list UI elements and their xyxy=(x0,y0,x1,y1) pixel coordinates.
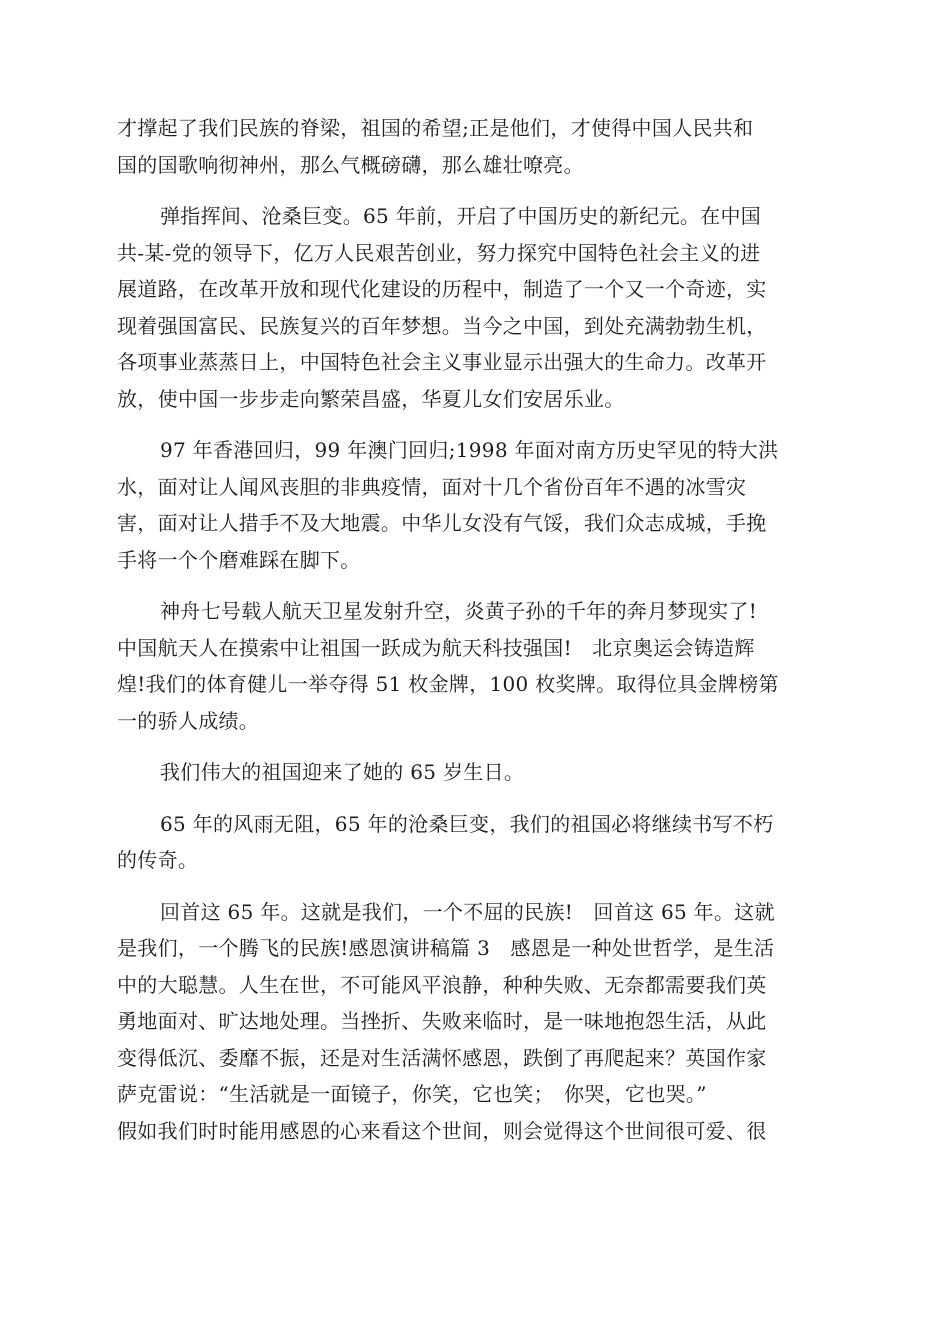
text-line: 害，面对让人措手不及大地震。中华儿女没有气馁，我们众志成城，手挽 xyxy=(117,511,767,535)
document-page xyxy=(117,110,837,1164)
text-line: 一的骄人成绩。 xyxy=(117,708,260,733)
paragraph-7 xyxy=(117,894,837,1150)
paragraph-6 xyxy=(117,806,837,879)
text-line: 放，使中国一步步走向繁荣昌盛，华夏儿女们安居乐业。 xyxy=(117,386,625,411)
text-line: 中国航天人在摸索中让祖国一跃成为航天科技强国! 北京奥运会铸造辉 xyxy=(117,635,755,660)
paragraph-5 xyxy=(117,754,837,791)
text-line: 才撑起了我们民族的脊梁，祖国的希望;正是他们，才使得中国人民共和 xyxy=(117,116,754,140)
text-line: 展道路，在改革开放和现代化建设的历程中，制造了一个又一个奇迹，实 xyxy=(117,277,767,301)
text-line: 萨克雷说：“生活就是一面镜子，你笑，它也笑； 你哭，它也哭。” xyxy=(117,1082,707,1106)
text-line: 假如我们时时能用感恩的心来看这个世间，则会觉得这个世间很可爱、很 xyxy=(117,1118,767,1143)
text-line: 手将一个个磨难踩在脚下。 xyxy=(117,547,361,572)
text-line: 各项事业蒸蒸日上，中国特色社会主义事业显示出强大的生命力。改革开 xyxy=(117,350,767,374)
text-line: 国的国歌响彻神州，那么气概磅礴，那么雄壮嘹亮。 xyxy=(117,152,584,177)
text-line: 现着强国富民、民族复兴的百年梦想。当今之中国，到处充满勃勃生机， xyxy=(117,313,767,338)
text-line: 65 年的风雨无阻，65 年的沧桑巨变，我们的祖国必将继续书写不朽 xyxy=(160,811,774,836)
text-line: 变得低沉、委靡不振，还是对生活满怀感恩，跌倒了再爬起来？英国作家 xyxy=(117,1045,767,1070)
text-line: 神舟七号载人航天卫星发射升空，炎黄子孙的千年的奔月梦现实了! xyxy=(160,599,758,623)
paragraph-1 xyxy=(117,110,837,183)
text-line: 煌!我们的体育健儿一举夺得 51 枚金牌，100 枚奖牌。取得位具金牌榜第 xyxy=(117,672,779,696)
text-line: 我们伟大的祖国迎来了她的 65 岁生日。 xyxy=(160,760,525,784)
text-line: 是我们，一个腾飞的民族!感恩演讲稿篇 3 感恩是一种处世哲学，是生活 xyxy=(117,936,775,960)
paragraph-4 xyxy=(117,593,837,739)
text-line: 勇地面对、旷达地处理。当挫折、失败来临时，是一味地抱怨生活，从此 xyxy=(117,1009,767,1033)
text-line: 共-某-党的领导下，亿万人民艰苦创业，努力探究中国特色社会主义的进 xyxy=(117,240,761,265)
text-line: 的传奇。 xyxy=(117,848,199,872)
paragraph-3 xyxy=(117,432,837,578)
text-line: 水，面对让人闻风丧胆的非典疫情，面对十几个省份百年不遇的冰雪灾 xyxy=(117,474,747,499)
text-line: 回首这 65 年。这就是我们，一个不屈的民族! 回首这 65 年。这就 xyxy=(160,899,775,924)
text-line: 弹指挥间、沧桑巨变。65 年前，开启了中国历史的新纪元。在中国 xyxy=(160,204,762,228)
paragraph-2 xyxy=(117,198,837,417)
text-line: 97 年香港回归，99 年澳门回归;1998 年面对南方历史罕见的特大洪 xyxy=(160,438,779,462)
text-line: 中的大聪慧。人生在世，不可能风平浪静，种种失败、无奈都需要我们英 xyxy=(117,972,767,997)
